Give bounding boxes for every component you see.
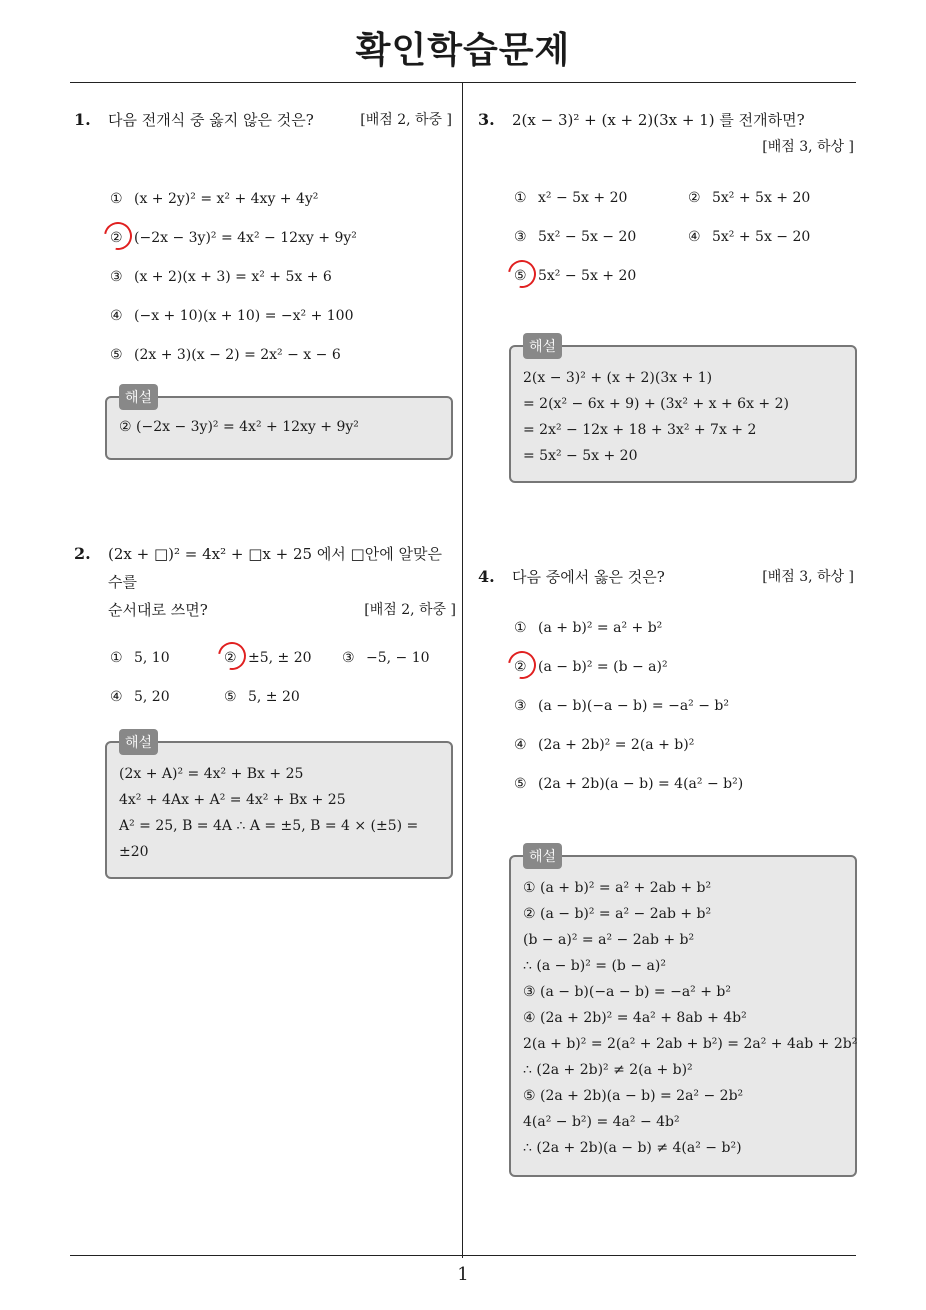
explanation-box-4 — [509, 849, 858, 1177]
explanation-line: ④ (2a + 2b)² = 4a² + 8ab + 4b² — [523, 1010, 747, 1026]
choice-1[interactable] — [514, 188, 627, 208]
choice-expression: 5, 20 — [134, 689, 170, 705]
choice-number — [110, 228, 134, 248]
choice-number: ④ — [110, 308, 123, 324]
choice-expression: (2x + 3)(x − 2) = 2x² − x − 6 — [134, 347, 341, 363]
page-number: 1 — [457, 1264, 469, 1285]
choice-expression: (a − b)(−a − b) = −a² − b² — [538, 698, 729, 714]
explanation-line: ② (a − b)² = a² − 2ab + b² — [523, 906, 712, 922]
choice-expression: 5x² + 5x − 20 — [712, 229, 811, 245]
choice-number: ③ — [514, 698, 527, 714]
choice-3[interactable] — [514, 696, 729, 716]
explanation-tag: 해설 — [523, 843, 562, 869]
choice-expression: (x + 2y)² = x² + 4xy + 4y² — [134, 191, 319, 207]
explanation-tag: 해설 — [523, 333, 562, 359]
question-text — [74, 106, 452, 134]
choice-expression: (−x + 10)(x + 10) = −x² + 100 — [134, 308, 354, 324]
answer-circle-mark — [503, 255, 542, 294]
question-stem-line2: 순서대로 쓰면? — [108, 601, 208, 619]
explanation-line: (2x + A)² = 4x² + Bx + 25 — [119, 766, 304, 782]
choice-expression: 5, 10 — [134, 650, 170, 666]
choice-4[interactable] — [688, 227, 810, 247]
choice-expression: (x + 2)(x + 3) = x² + 5x + 6 — [134, 269, 332, 285]
choice-5[interactable] — [514, 266, 636, 286]
choice-3[interactable] — [342, 648, 430, 668]
choice-number — [514, 266, 538, 286]
question-text — [478, 563, 854, 591]
choice-number — [224, 648, 248, 668]
choice-2[interactable] — [224, 648, 312, 668]
explanation-box-1 — [105, 390, 453, 460]
explanation-line: ② (−2x − 3y)² = 4x² + 12xy + 9y² — [119, 419, 359, 435]
choice-expression: (2a + 2b)² = 2(a + b)² — [538, 737, 695, 753]
choice-number: ⑤ — [110, 347, 123, 363]
explanation-line: A² = 25, B = 4A ∴ A = ±5, B = 4 × (±5) = — [119, 818, 419, 834]
explanation-line: 4x² + 4Ax + A² = 4x² + Bx + 25 — [119, 792, 346, 808]
explanation-line: = 5x² − 5x + 20 — [523, 448, 638, 464]
question-number: 3. — [478, 110, 495, 129]
choice-expression: (2a + 2b)(a − b) = 4(a² − b²) — [538, 776, 744, 792]
explanation-line: 2(a + b)² = 2(a² + 2ab + b²) = 2a² + 4ab + 2b² — [523, 1036, 858, 1052]
question-header — [74, 540, 456, 624]
explanation-line: = 2(x² − 6x + 9) + (3x² + x + 6x + 2) — [523, 396, 789, 412]
choice-expression: (a + b)² = a² + b² — [538, 620, 663, 636]
choice-1[interactable] — [110, 189, 318, 209]
choice-3[interactable] — [110, 267, 332, 287]
choice-list — [74, 624, 456, 724]
choice-expression: ±5, ± 20 — [248, 650, 312, 666]
header-rule — [70, 82, 856, 83]
choice-number: ⑤ — [224, 689, 237, 705]
choice-list — [74, 134, 452, 363]
choice-5[interactable] — [224, 687, 300, 707]
choice-5[interactable] — [514, 774, 743, 794]
choice-number: ④ — [688, 229, 701, 245]
choice-2[interactable] — [688, 188, 810, 208]
explanation-line: ∴ (a − b)² = (b − a)² — [523, 958, 666, 974]
choice-expression: 5, ± 20 — [248, 689, 300, 705]
choice-number: ② — [688, 190, 701, 206]
explanation-line: ③ (a − b)(−a − b) = −a² + b² — [523, 984, 731, 1000]
page-title: 확인학습문제 — [355, 30, 571, 71]
question-text — [74, 540, 456, 624]
choice-expression: −5, − 10 — [366, 650, 430, 666]
choice-number-glyph: ② — [224, 650, 237, 666]
explanation-line: (b − a)² = a² − 2ab + b² — [523, 932, 695, 948]
explanation-line: ±20 — [119, 844, 149, 860]
choice-number: ④ — [110, 689, 123, 705]
explanation-line: ⑤ (2a + 2b)(a − b) = 2a² − 2b² — [523, 1088, 744, 1104]
choice-number — [514, 657, 538, 677]
choice-expression: 5x² − 5x + 20 — [538, 268, 637, 284]
question-points: [배점 2, 하중 ] — [364, 602, 456, 618]
choice-number: ③ — [514, 229, 527, 245]
explanation-line: 2(x − 3)² + (x + 2)(3x + 1) — [523, 370, 713, 386]
choice-4[interactable] — [514, 735, 694, 755]
explanation-line: = 2x² − 12x + 18 + 3x² + 7x + 2 — [523, 422, 757, 438]
question-header — [478, 106, 854, 134]
choice-number: ③ — [110, 269, 123, 285]
explanation-box-3 — [509, 339, 857, 483]
answer-circle-mark — [99, 217, 138, 256]
choice-expression: (a − b)² = (b − a)² — [538, 659, 668, 675]
problem-1 — [74, 106, 452, 363]
choice-number: ① — [110, 191, 123, 207]
choice-expression: (−2x − 3y)² = 4x² − 12xy + 9y² — [134, 230, 357, 246]
choice-5[interactable] — [110, 345, 341, 365]
question-number: 4. — [478, 567, 495, 586]
answer-circle-mark — [503, 646, 542, 685]
choice-number: ① — [514, 190, 527, 206]
question-header — [478, 563, 854, 591]
explanation-tag: 해설 — [119, 384, 158, 410]
question-number: 2. — [74, 544, 91, 563]
question-number: 1. — [74, 110, 91, 129]
explanation-box-2 — [105, 735, 453, 879]
question-stem: (2x + □)² = 4x² + □x + 25 에서 □안에 알맞은 수를 — [108, 545, 442, 591]
explanation-tag: 해설 — [119, 729, 158, 755]
question-text: 2(x − 3)² + (x + 2)(3x + 1) 를 전개하면? — [512, 111, 805, 129]
question-points: [배점 3, 하상 ] — [762, 569, 854, 585]
question-header — [74, 106, 452, 134]
explanation-line: 4(a² − b²) = 4a² − 4b² — [523, 1114, 680, 1130]
choice-1[interactable] — [514, 618, 662, 638]
column-divider — [462, 82, 463, 1258]
question-stem: 다음 전개식 중 옳지 않은 것은? — [108, 111, 314, 129]
choice-number: ① — [514, 620, 527, 636]
choice-2[interactable] — [110, 228, 357, 248]
choice-4[interactable] — [110, 687, 170, 707]
choice-expression: x² − 5x + 20 — [538, 190, 628, 206]
problem-2 — [74, 540, 456, 724]
question-points: [배점 3, 하상 ] — [762, 139, 854, 155]
answer-circle-mark — [213, 637, 252, 676]
choice-2[interactable] — [514, 657, 668, 677]
choice-expression: 5x² − 5x − 20 — [538, 229, 637, 245]
explanation-line: ① (a + b)² = a² + 2ab + b² — [523, 880, 712, 896]
choice-4[interactable] — [110, 306, 353, 326]
choice-number: ③ — [342, 650, 355, 666]
choice-number: ④ — [514, 737, 527, 753]
choice-number: ① — [110, 650, 123, 666]
problem-4 — [478, 563, 854, 791]
choice-number-glyph: ② — [110, 230, 123, 246]
choice-number-glyph: ② — [514, 659, 527, 675]
choice-number: ⑤ — [514, 776, 527, 792]
choice-3[interactable] — [514, 227, 636, 247]
choice-number-glyph: ⑤ — [514, 268, 527, 284]
explanation-line: ∴ (2a + 2b)(a − b) ≠ 4(a² − b²) — [523, 1140, 742, 1156]
question-points: [배점 2, 하중 ] — [360, 112, 452, 128]
question-stem: 다음 중에서 옳은 것은? — [512, 568, 665, 586]
explanation-line: ∴ (2a + 2b)² ≠ 2(a + b)² — [523, 1062, 693, 1078]
footer-rule — [70, 1255, 856, 1256]
choice-list — [478, 160, 854, 290]
problem-3 — [478, 106, 854, 290]
choice-expression: 5x² + 5x + 20 — [712, 190, 811, 206]
choice-list — [478, 591, 854, 791]
choice-1[interactable] — [110, 648, 170, 668]
